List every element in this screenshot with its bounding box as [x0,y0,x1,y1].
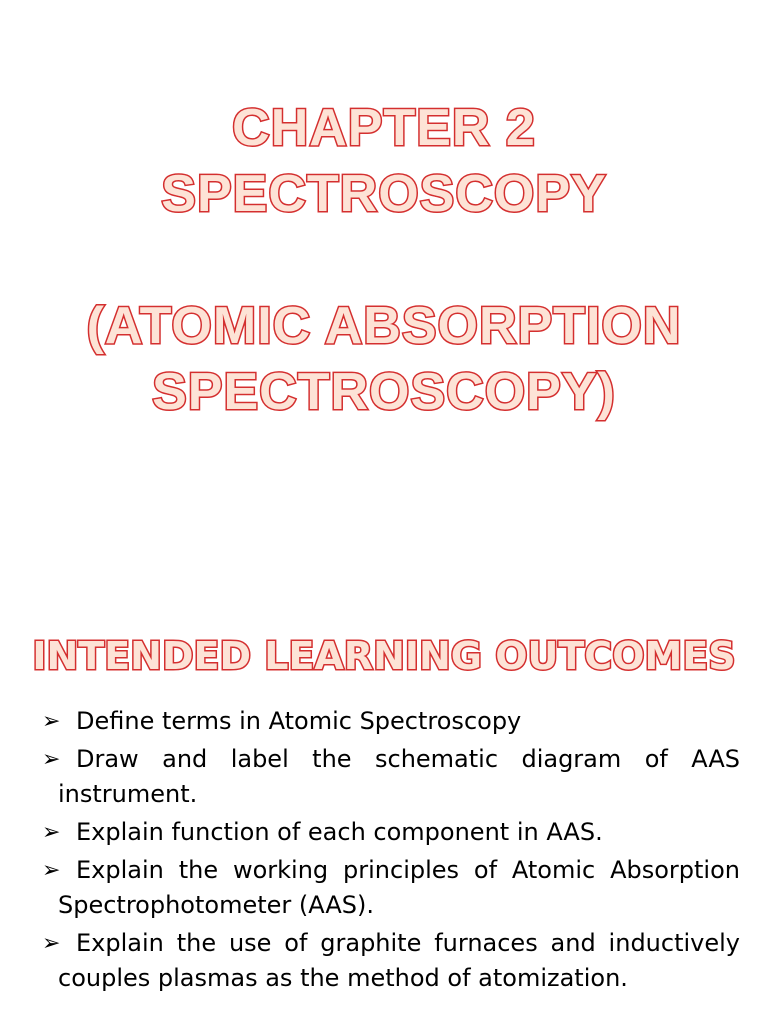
title-line-chapter: CHAPTER 2 [232,99,536,157]
title-line-spectroscopy: SPECTROSCOPY [161,165,607,223]
list-item-text: Define terms in Atomic Spectroscopy [76,707,522,735]
arrowhead-bullet-icon: ➢ [42,858,61,883]
list-item-text: Explain the use of graphite furnaces and inductively couples plasmas as the method of atomization. [58,929,740,992]
list-item [42,815,740,850]
learning-outcomes-list [42,704,740,999]
chapter-title [0,95,768,425]
list-item [42,926,740,996]
title-line-spectroscopy-close: SPECTROSCOPY) [152,363,616,421]
list-item-text: Explain function of each component in AAS. [76,818,603,846]
list-item [42,853,740,923]
section-heading: INTENDED LEARNING OUTCOMES [32,634,736,678]
list-item [42,742,740,812]
title-spacer [0,227,768,293]
arrowhead-bullet-icon: ➢ [42,709,61,734]
list-item-text: Draw and label the schematic diagram of AAS instrument. [58,745,740,808]
title-line-atomic-absorption: (ATOMIC ABSORPTION [86,297,682,355]
arrowhead-bullet-icon: ➢ [42,931,61,956]
list-item [42,704,740,739]
arrowhead-bullet-icon: ➢ [42,820,61,845]
list-item-text: Explain the working principles of Atomic Absorption Spectrophotometer (AAS). [58,856,740,919]
arrowhead-bullet-icon: ➢ [42,747,61,772]
